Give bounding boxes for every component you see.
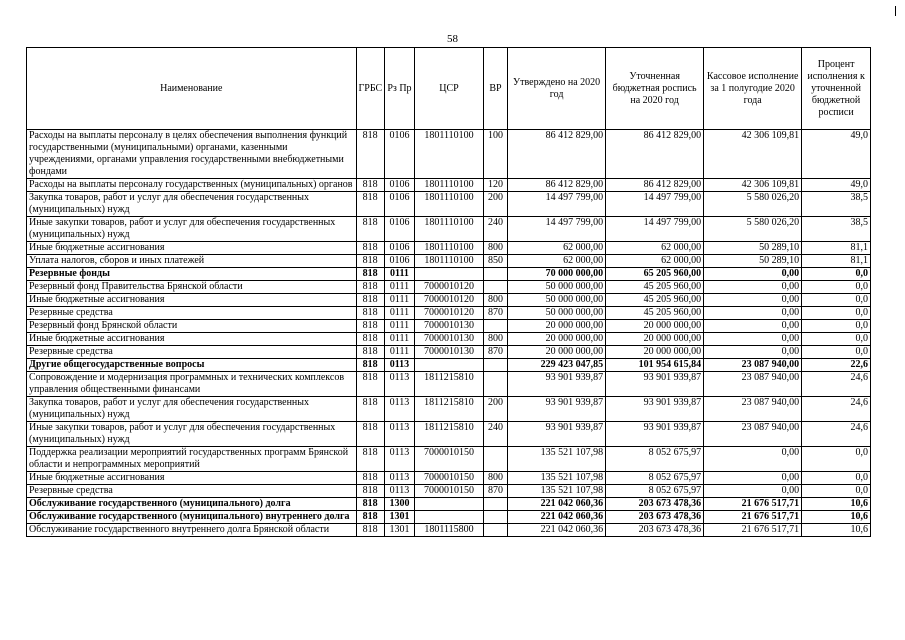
page-edge-mark: [895, 6, 896, 16]
cell-grbs: 818: [356, 511, 384, 524]
table-row: [27, 255, 871, 268]
table-row: [27, 485, 871, 498]
cell-cash: 23 087 940,00: [704, 422, 802, 447]
cell-cash: 0,00: [704, 307, 802, 320]
cell-percent: 10,6: [802, 498, 871, 511]
header-rz-pr: Рз Пр: [384, 48, 414, 130]
cell-cash: 0,00: [704, 294, 802, 307]
table-row: [27, 498, 871, 511]
cell-csr: 1801110100: [415, 192, 484, 217]
cell-vr: [483, 511, 507, 524]
cell-csr: 1801115800: [415, 524, 484, 537]
cell-refined: 93 901 939,87: [606, 422, 704, 447]
cell-cash: 21 676 517,71: [704, 524, 802, 537]
header-cash: Кассовое исполнение за 1 полугодие 2020 года: [704, 48, 802, 130]
cell-vr: [483, 372, 507, 397]
cell-refined: 20 000 000,00: [606, 333, 704, 346]
cell-rz-pr: 0111: [384, 268, 414, 281]
cell-name: Поддержка реализации мероприятий государственных программ Брянской области и непрограммных мероприятий: [27, 447, 357, 472]
cell-cash: 23 087 940,00: [704, 397, 802, 422]
cell-name: Резервный фонд Брянской области: [27, 320, 357, 333]
cell-grbs: 818: [356, 346, 384, 359]
cell-grbs: 818: [356, 281, 384, 294]
cell-grbs: 818: [356, 217, 384, 242]
cell-approved: 93 901 939,87: [508, 397, 606, 422]
cell-vr: [483, 281, 507, 294]
cell-name: Резервные фонды: [27, 268, 357, 281]
cell-name: Резервный фонд Правительства Брянской области: [27, 281, 357, 294]
table-row: [27, 179, 871, 192]
cell-vr: 120: [483, 179, 507, 192]
cell-percent: 0,0: [802, 472, 871, 485]
cell-cash: 0,00: [704, 346, 802, 359]
cell-csr: 1801110100: [415, 130, 484, 179]
cell-refined: 14 497 799,00: [606, 192, 704, 217]
cell-refined: 65 205 960,00: [606, 268, 704, 281]
cell-csr: 1811215810: [415, 372, 484, 397]
table-row: [27, 422, 871, 447]
cell-name: Иные закупки товаров, работ и услуг для обеспечения государственных (муниципальных) нужд: [27, 217, 357, 242]
cell-name: Расходы на выплаты персоналу в целях обеспечения выполнения функций государственными (муниципальными) органами, казенными учреждениями, органами управления государственными внебюджетными фондами: [27, 130, 357, 179]
cell-approved: 221 042 060,36: [508, 524, 606, 537]
cell-rz-pr: 0106: [384, 179, 414, 192]
cell-percent: 0,0: [802, 294, 871, 307]
cell-approved: 50 000 000,00: [508, 307, 606, 320]
cell-percent: 0,0: [802, 485, 871, 498]
cell-rz-pr: 0113: [384, 485, 414, 498]
cell-approved: 229 423 047,85: [508, 359, 606, 372]
cell-rz-pr: 0106: [384, 130, 414, 179]
cell-rz-pr: 0106: [384, 192, 414, 217]
cell-grbs: 818: [356, 485, 384, 498]
cell-percent: 10,6: [802, 524, 871, 537]
cell-percent: 38,5: [802, 192, 871, 217]
cell-approved: 221 042 060,36: [508, 498, 606, 511]
cell-rz-pr: 0106: [384, 242, 414, 255]
cell-name: Иные бюджетные ассигнования: [27, 333, 357, 346]
table-row: [27, 333, 871, 346]
cell-rz-pr: 1301: [384, 511, 414, 524]
table-row: [27, 242, 871, 255]
cell-percent: 24,6: [802, 372, 871, 397]
cell-csr: [415, 268, 484, 281]
cell-rz-pr: 0113: [384, 397, 414, 422]
cell-grbs: 818: [356, 422, 384, 447]
cell-csr: 1801110100: [415, 179, 484, 192]
cell-name: Иные бюджетные ассигнования: [27, 472, 357, 485]
cell-cash: 5 580 026,20: [704, 217, 802, 242]
header-grbs: ГРБС: [356, 48, 384, 130]
cell-csr: 1811215810: [415, 422, 484, 447]
cell-grbs: 818: [356, 268, 384, 281]
cell-vr: 200: [483, 397, 507, 422]
cell-percent: 24,6: [802, 422, 871, 447]
cell-approved: 20 000 000,00: [508, 333, 606, 346]
cell-name: Обслуживание государственного внутреннего долга Брянской области: [27, 524, 357, 537]
cell-vr: 870: [483, 346, 507, 359]
cell-refined: 8 052 675,97: [606, 447, 704, 472]
cell-percent: 24,6: [802, 397, 871, 422]
cell-cash: 0,00: [704, 320, 802, 333]
cell-rz-pr: 0111: [384, 281, 414, 294]
cell-percent: 49,0: [802, 130, 871, 179]
cell-vr: [483, 359, 507, 372]
cell-approved: 20 000 000,00: [508, 346, 606, 359]
cell-refined: 93 901 939,87: [606, 397, 704, 422]
cell-csr: [415, 511, 484, 524]
cell-vr: 240: [483, 217, 507, 242]
cell-grbs: 818: [356, 255, 384, 268]
cell-cash: 23 087 940,00: [704, 372, 802, 397]
cell-rz-pr: 0106: [384, 217, 414, 242]
cell-percent: 38,5: [802, 217, 871, 242]
header-vr: ВР: [483, 48, 507, 130]
cell-percent: 49,0: [802, 179, 871, 192]
cell-approved: 93 901 939,87: [508, 422, 606, 447]
cell-csr: [415, 498, 484, 511]
cell-percent: 0,0: [802, 447, 871, 472]
cell-approved: 135 521 107,98: [508, 447, 606, 472]
cell-approved: 62 000,00: [508, 242, 606, 255]
cell-percent: 0,0: [802, 268, 871, 281]
cell-csr: 7000010130: [415, 333, 484, 346]
cell-csr: [415, 359, 484, 372]
cell-cash: 50 289,10: [704, 242, 802, 255]
cell-cash: 21 676 517,71: [704, 498, 802, 511]
cell-rz-pr: 1300: [384, 498, 414, 511]
cell-csr: 1811215810: [415, 397, 484, 422]
cell-refined: 62 000,00: [606, 242, 704, 255]
table-row: [27, 307, 871, 320]
cell-vr: 800: [483, 294, 507, 307]
table-row: [27, 447, 871, 472]
cell-vr: [483, 268, 507, 281]
cell-refined: 203 673 478,36: [606, 511, 704, 524]
table-row: [27, 346, 871, 359]
cell-csr: 7000010150: [415, 472, 484, 485]
cell-approved: 70 000 000,00: [508, 268, 606, 281]
cell-cash: 42 306 109,81: [704, 179, 802, 192]
cell-csr: 1801110100: [415, 242, 484, 255]
cell-rz-pr: 1301: [384, 524, 414, 537]
cell-refined: 62 000,00: [606, 255, 704, 268]
cell-name: Резервные средства: [27, 307, 357, 320]
cell-grbs: 818: [356, 307, 384, 320]
cell-approved: 221 042 060,36: [508, 511, 606, 524]
cell-cash: 0,00: [704, 333, 802, 346]
cell-refined: 14 497 799,00: [606, 217, 704, 242]
cell-cash: 21 676 517,71: [704, 511, 802, 524]
cell-refined: 20 000 000,00: [606, 320, 704, 333]
cell-grbs: 818: [356, 130, 384, 179]
cell-cash: 5 580 026,20: [704, 192, 802, 217]
cell-rz-pr: 0113: [384, 359, 414, 372]
cell-refined: 45 205 960,00: [606, 294, 704, 307]
table-row: [27, 294, 871, 307]
cell-name: Иные бюджетные ассигнования: [27, 242, 357, 255]
table-row: [27, 472, 871, 485]
cell-refined: 20 000 000,00: [606, 346, 704, 359]
cell-cash: 0,00: [704, 447, 802, 472]
cell-percent: 81,1: [802, 255, 871, 268]
cell-approved: 86 412 829,00: [508, 179, 606, 192]
cell-vr: 100: [483, 130, 507, 179]
cell-approved: 14 497 799,00: [508, 192, 606, 217]
cell-refined: 203 673 478,36: [606, 498, 704, 511]
cell-approved: 50 000 000,00: [508, 294, 606, 307]
cell-rz-pr: 0111: [384, 333, 414, 346]
cell-vr: [483, 447, 507, 472]
cell-vr: 800: [483, 242, 507, 255]
table-header-row: [27, 48, 871, 130]
cell-cash: 0,00: [704, 472, 802, 485]
cell-vr: 240: [483, 422, 507, 447]
cell-vr: 870: [483, 307, 507, 320]
cell-csr: 7000010120: [415, 307, 484, 320]
cell-vr: 850: [483, 255, 507, 268]
cell-rz-pr: 0111: [384, 294, 414, 307]
cell-rz-pr: 0111: [384, 307, 414, 320]
table-row: [27, 268, 871, 281]
cell-percent: 0,0: [802, 320, 871, 333]
table-row: [27, 281, 871, 294]
cell-name: Уплата налогов, сборов и иных платежей: [27, 255, 357, 268]
cell-grbs: 818: [356, 372, 384, 397]
cell-name: Иные закупки товаров, работ и услуг для обеспечения государственных (муниципальных) нужд: [27, 422, 357, 447]
cell-rz-pr: 0113: [384, 472, 414, 485]
cell-vr: 800: [483, 333, 507, 346]
cell-name: Резервные средства: [27, 346, 357, 359]
cell-rz-pr: 0113: [384, 447, 414, 472]
cell-name: Обслуживание государственного (муниципального) внутреннего долга: [27, 511, 357, 524]
header-refined: Уточненная бюджетная роспись на 2020 год: [606, 48, 704, 130]
cell-rz-pr: 0106: [384, 255, 414, 268]
cell-grbs: 818: [356, 294, 384, 307]
cell-rz-pr: 0113: [384, 372, 414, 397]
table-row: [27, 511, 871, 524]
cell-csr: 7000010120: [415, 294, 484, 307]
cell-name: Обслуживание государственного (муниципального) долга: [27, 498, 357, 511]
table-row: [27, 217, 871, 242]
cell-grbs: 818: [356, 333, 384, 346]
cell-rz-pr: 0111: [384, 346, 414, 359]
cell-csr: 7000010150: [415, 447, 484, 472]
cell-approved: 93 901 939,87: [508, 372, 606, 397]
table-row: [27, 192, 871, 217]
cell-percent: 81,1: [802, 242, 871, 255]
cell-approved: 62 000,00: [508, 255, 606, 268]
cell-percent: 0,0: [802, 307, 871, 320]
cell-csr: 1801110100: [415, 255, 484, 268]
cell-approved: 135 521 107,98: [508, 485, 606, 498]
cell-cash: 50 289,10: [704, 255, 802, 268]
table-row: [27, 372, 871, 397]
cell-refined: 8 052 675,97: [606, 472, 704, 485]
table-row: [27, 524, 871, 537]
cell-vr: 200: [483, 192, 507, 217]
cell-refined: 45 205 960,00: [606, 281, 704, 294]
table-row: [27, 320, 871, 333]
cell-approved: 14 497 799,00: [508, 217, 606, 242]
cell-cash: 0,00: [704, 281, 802, 294]
cell-csr: 7000010150: [415, 485, 484, 498]
cell-percent: 0,0: [802, 346, 871, 359]
cell-vr: [483, 524, 507, 537]
cell-approved: 135 521 107,98: [508, 472, 606, 485]
cell-csr: 7000010130: [415, 320, 484, 333]
table-row: [27, 130, 871, 179]
cell-refined: 86 412 829,00: [606, 179, 704, 192]
cell-grbs: 818: [356, 447, 384, 472]
cell-cash: 23 087 940,00: [704, 359, 802, 372]
cell-name: Другие общегосударственные вопросы: [27, 359, 357, 372]
cell-vr: 800: [483, 472, 507, 485]
cell-approved: 50 000 000,00: [508, 281, 606, 294]
page-number: 58: [447, 33, 458, 45]
cell-cash: 42 306 109,81: [704, 130, 802, 179]
cell-vr: 870: [483, 485, 507, 498]
cell-name: Расходы на выплаты персоналу государственных (муниципальных) органов: [27, 179, 357, 192]
cell-refined: 8 052 675,97: [606, 485, 704, 498]
cell-name: Резервные средства: [27, 485, 357, 498]
cell-approved: 20 000 000,00: [508, 320, 606, 333]
cell-csr: 7000010120: [415, 281, 484, 294]
cell-refined: 203 673 478,36: [606, 524, 704, 537]
cell-approved: 86 412 829,00: [508, 130, 606, 179]
cell-percent: 0,0: [802, 333, 871, 346]
cell-grbs: 818: [356, 179, 384, 192]
table-row: [27, 359, 871, 372]
header-percent: Процент исполнения к уточненной бюджетной росписи: [802, 48, 871, 130]
table-row: [27, 397, 871, 422]
cell-grbs: 818: [356, 524, 384, 537]
cell-name: Иные бюджетные ассигнования: [27, 294, 357, 307]
header-csr: ЦСР: [415, 48, 484, 130]
cell-grbs: 818: [356, 242, 384, 255]
cell-percent: 22,6: [802, 359, 871, 372]
header-approved: Утверждено на 2020 год: [508, 48, 606, 130]
cell-vr: [483, 498, 507, 511]
cell-grbs: 818: [356, 359, 384, 372]
cell-refined: 101 954 615,84: [606, 359, 704, 372]
cell-grbs: 818: [356, 498, 384, 511]
cell-refined: 93 901 939,87: [606, 372, 704, 397]
cell-csr: 1801110100: [415, 217, 484, 242]
cell-csr: 7000010130: [415, 346, 484, 359]
cell-refined: 86 412 829,00: [606, 130, 704, 179]
cell-name: Закупка товаров, работ и услуг для обеспечения государственных (муниципальных) нужд: [27, 397, 357, 422]
cell-grbs: 818: [356, 472, 384, 485]
cell-rz-pr: 0113: [384, 422, 414, 447]
table-body: [27, 130, 871, 537]
cell-grbs: 818: [356, 397, 384, 422]
cell-vr: [483, 320, 507, 333]
cell-rz-pr: 0111: [384, 320, 414, 333]
cell-refined: 45 205 960,00: [606, 307, 704, 320]
cell-name: Сопровождение и модернизация программных и технических комплексов управления общественными финансами: [27, 372, 357, 397]
cell-cash: 0,00: [704, 268, 802, 281]
cell-percent: 10,6: [802, 511, 871, 524]
cell-name: Закупка товаров, работ и услуг для обеспечения государственных (муниципальных) нужд: [27, 192, 357, 217]
cell-cash: 0,00: [704, 485, 802, 498]
budget-table: [26, 47, 871, 537]
header-name: Наименование: [27, 48, 357, 130]
cell-percent: 0,0: [802, 281, 871, 294]
cell-grbs: 818: [356, 192, 384, 217]
cell-grbs: 818: [356, 320, 384, 333]
